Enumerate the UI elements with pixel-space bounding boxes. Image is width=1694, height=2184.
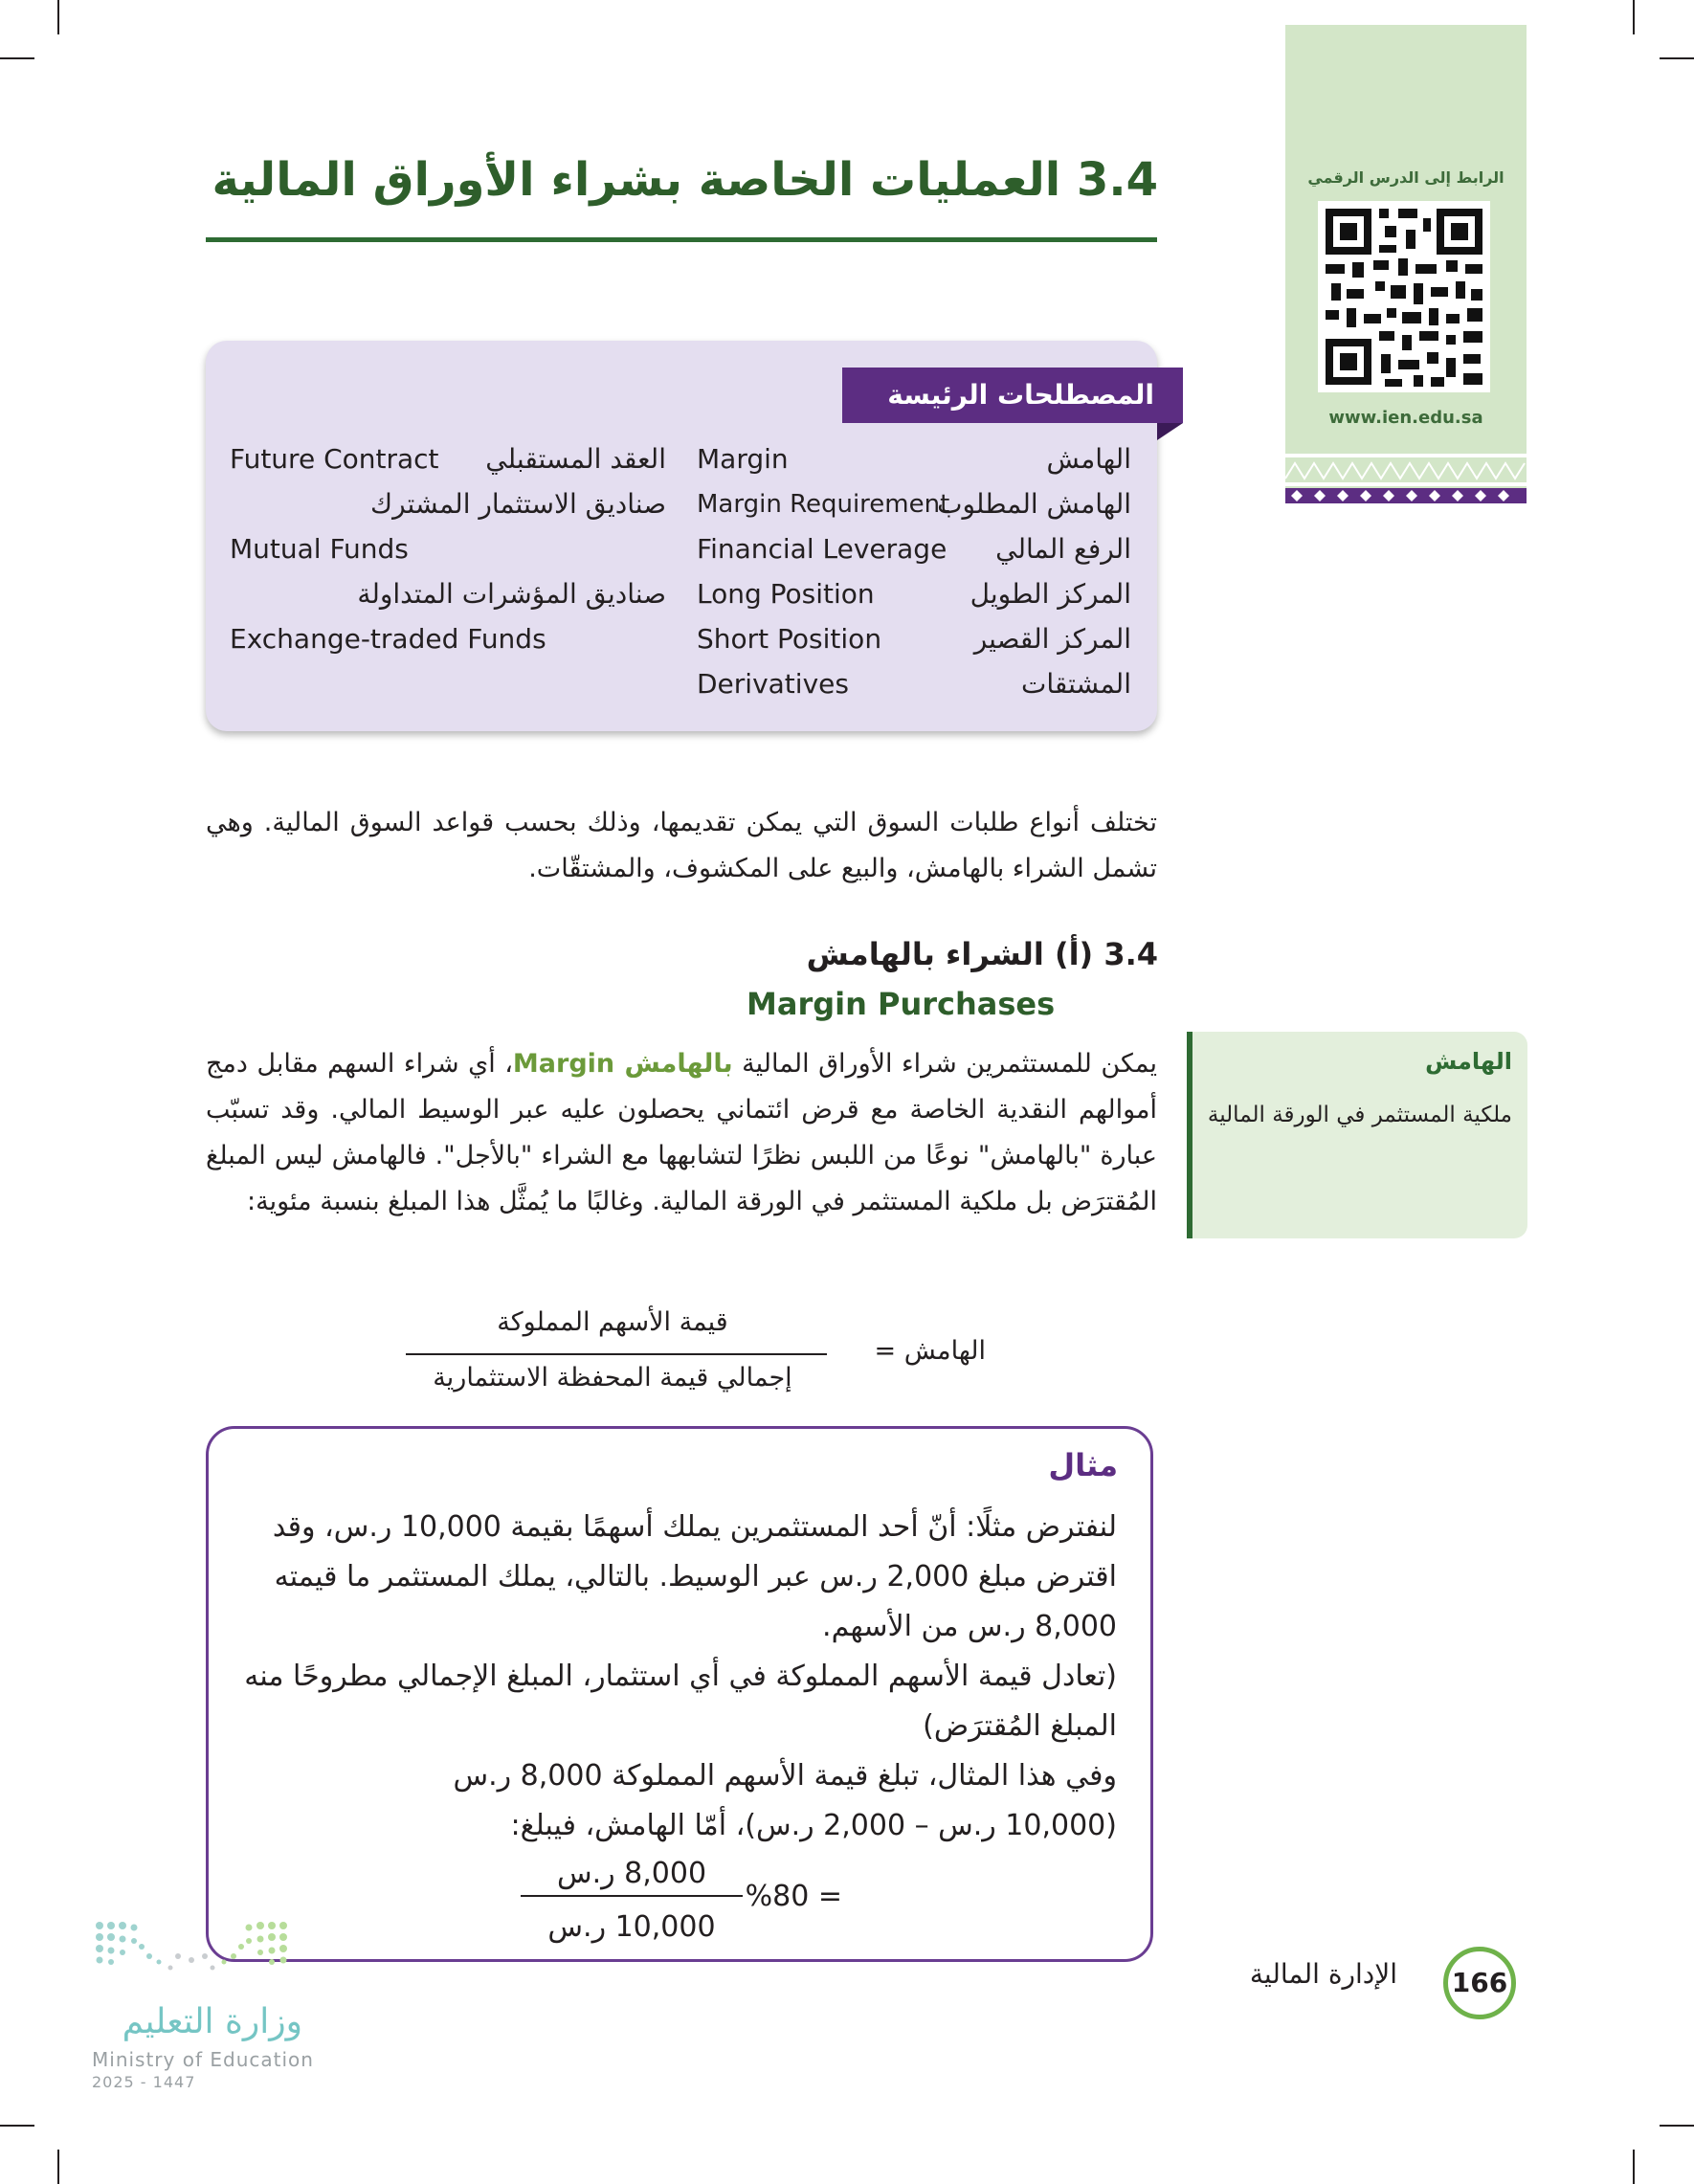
crop-mark [0,57,34,59]
term-ar: الهامش [1046,443,1131,475]
section-heading: 3.4 (أ) الشراء بالهامش [806,936,1158,972]
margin-paragraph-start: يمكن للمستثمرين شراء الأوراق المالية [732,1049,1157,1079]
term-ar: المشتقات [1021,668,1131,700]
example-fraction-bar [521,1895,743,1897]
ministry-logo-icon [92,1918,302,1995]
ministry-name-en: Ministry of Education [92,2048,314,2071]
crop-mark [57,2150,59,2184]
example-line: اقترض مبلغ 2,000 ر.س عبر الوسيط. بالتالي، يملك المستثمر ما قيمته [274,1560,1117,1593]
section-heading-en: Margin Purchases [747,986,1056,1022]
term-ar: المركز القصير [973,623,1131,655]
example-title: مثال [1048,1447,1118,1483]
term-ar: صناديق الاستثمار المشترك [370,488,666,520]
formula-denominator: إجمالي قيمة المحفظة الاستثمارية [433,1363,792,1393]
term-en: Future Contract [230,443,439,475]
term-ar: العقد المستقبلي [485,443,666,475]
qr-label: الرابط إلى الدرس الرقمي [1307,168,1505,187]
page-number: 166 [1443,1947,1516,2019]
crop-mark [0,2125,34,2127]
term-ar: المركز الطويل [970,578,1131,610]
term-en: Margin Requirement [697,490,950,519]
example-line: المبلغ المُقترَض) [923,1709,1117,1743]
term-en: Long Position [697,578,875,610]
definition-title: الهامش [1425,1048,1512,1075]
definition-note-bar [1187,1032,1192,1238]
example-line: لنفترض مثلًا: أنّ أحد المستثمرين يملك أسهمًا بقيمة 10,000 ر.س، وقد [272,1510,1117,1544]
term-ar: صناديق المؤشرات المتداولة [357,578,666,610]
ministry-year: 2025 - 1447 [92,2073,196,2091]
term-en: Margin [697,443,789,475]
crop-mark [57,0,59,34]
term-ar: الرفع المالي [995,533,1131,565]
term-en: Exchange-traded Funds [230,623,546,655]
definition-text: ملكية المستثمر في الورقة المالية [1207,1103,1512,1127]
margin-paragraph-rest: ، أي شراء السهم مقابل دمج أموالهم النقدية الخاصة مع قرض ائتماني يحصلون عليه عبر الوسيط المالي. وقد تسبّب عبارة "بالهامش" نوعًا من اللبس نظرًا لتشابهها مع الشراء "بالأجل". فالهامش ليس المبلغ المُقترَض بل ملكية المستثمر في الورقة المالية. وغالبًا ما يُمثَّل هذا المبلغ بنسبة مئوية: [206,1049,1157,1216]
margin-paragraph [206,1041,1157,1225]
formula-numerator: قيمة الأسهم المملوكة [497,1307,728,1337]
formula-fraction-bar [406,1353,827,1355]
formula-lhs: الهامش = [874,1336,986,1366]
crop-mark [1633,0,1635,34]
decorative-pattern [1285,454,1527,503]
intro-paragraph: تختلف أنواع طلبات السوق التي يمكن تقديمها، وذلك بحسب قواعد السوق المالية. وهي تشمل الشراء بالهامش، والبيع على المكشوف، والمشتقّات. [206,808,1157,883]
example-fraction-numerator: 8,000 ر.س [556,1857,707,1890]
example-fraction-denominator: 10,000 ر.س [547,1910,716,1944]
example-line: وفي هذا المثال، تبلغ قيمة الأسهم المملوكة 8,000 ر.س [453,1759,1117,1793]
term-en: Mutual Funds [230,533,409,565]
website-link[interactable]: www.ien.edu.sa [1328,408,1483,428]
term-en: Short Position [697,623,882,655]
title-underline [206,237,1157,242]
lesson-title: 3.4 العمليات الخاصة بشراء الأوراق المالية [212,153,1158,207]
qr-code-icon[interactable] [1318,201,1490,392]
term-en: Financial Leverage [697,533,947,565]
key-terms-tab-fold [1157,423,1183,440]
term-ar: الهامش المطلوب [937,488,1131,520]
crop-mark [1660,2125,1694,2127]
digital-lesson-panel [1285,25,1527,503]
ministry-name-ar: وزارة التعليم [122,2002,302,2041]
example-line: (تعادل قيمة الأسهم المملوكة في أي استثمار، المبلغ الإجمالي مطروحًا منه [244,1660,1117,1693]
margin-term-highlight: بالهامش Margin [512,1049,733,1079]
crop-mark [1633,2150,1635,2184]
crop-mark [1660,57,1694,59]
example-line: (10,000 ر.س – 2,000 ر.س)، أمّا الهامش، فيبلغ: [510,1809,1117,1842]
example-fraction-result: = %80 [745,1880,842,1913]
key-terms-heading: المصطلحات الرئيسة [842,368,1183,423]
example-line: 8,000 ر.س من الأسهم. [822,1610,1117,1643]
term-en: Derivatives [697,668,849,700]
book-title: الإدارة المالية [1249,1958,1397,1990]
